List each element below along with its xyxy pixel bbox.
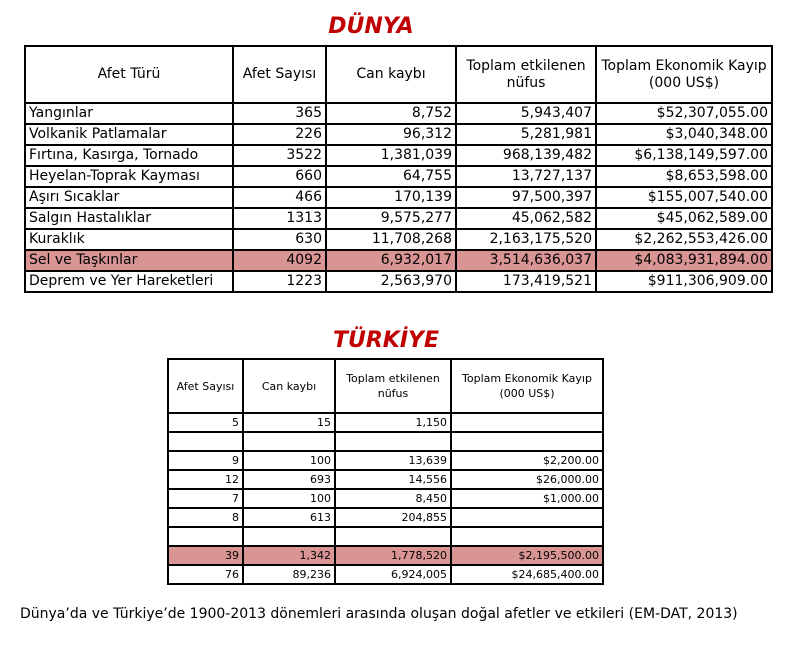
cell-disaster-count — [168, 527, 243, 546]
cell-disaster-count: 5 — [168, 413, 243, 432]
header-deaths: Can kaybı — [243, 359, 335, 413]
cell-deaths: 100 — [243, 451, 335, 470]
cell-economic-loss: $24,685,400.00 — [451, 565, 603, 584]
table-row — [168, 546, 603, 565]
cell-disaster-count: 7 — [168, 489, 243, 508]
cell-disaster-count: 8 — [168, 508, 243, 527]
cell-disaster-count: 630 — [233, 229, 326, 250]
cell-deaths: 613 — [243, 508, 335, 527]
cell-deaths — [243, 432, 335, 451]
cell-economic-loss: $3,040,348.00 — [596, 124, 772, 145]
cell-affected: 968,139,482 — [456, 145, 596, 166]
cell-economic-loss — [451, 413, 603, 432]
cell-disaster-count: 3522 — [233, 145, 326, 166]
cell-deaths: 6,932,017 — [326, 250, 456, 271]
cell-disaster-type: Volkanik Patlamalar — [25, 124, 233, 145]
table-row — [168, 432, 603, 451]
cell-affected: 8,450 — [335, 489, 451, 508]
table-row — [25, 166, 772, 187]
cell-disaster-type: Sel ve Taşkınlar — [25, 250, 233, 271]
table-row — [25, 103, 772, 124]
cell-deaths: 100 — [243, 489, 335, 508]
table-row — [168, 508, 603, 527]
table-row — [25, 208, 772, 229]
cell-affected: 13,639 — [335, 451, 451, 470]
table-row — [168, 489, 603, 508]
cell-economic-loss: $155,007,540.00 — [596, 187, 772, 208]
cell-disaster-count: 365 — [233, 103, 326, 124]
cell-affected: 6,924,005 — [335, 565, 451, 584]
cell-disaster-count: 1313 — [233, 208, 326, 229]
world-header-row — [25, 46, 772, 103]
table-row — [25, 250, 772, 271]
cell-deaths: 1,342 — [243, 546, 335, 565]
header-deaths: Can kaybı — [326, 46, 456, 103]
cell-disaster-count: 226 — [233, 124, 326, 145]
cell-disaster-type: Deprem ve Yer Hareketleri — [25, 271, 233, 292]
figure-caption: Dünya’da ve Türkiye’de 1900-2013 dönemleri arasında oluşan doğal afetler ve etkileri (EM-DAT, 2013) — [20, 606, 738, 622]
cell-disaster-type: Kuraklık — [25, 229, 233, 250]
cell-economic-loss: $4,083,931,894.00 — [596, 250, 772, 271]
table-row — [168, 527, 603, 546]
cell-affected — [335, 527, 451, 546]
cell-affected: 1,778,520 — [335, 546, 451, 565]
cell-economic-loss: $2,200.00 — [451, 451, 603, 470]
cell-economic-loss: $26,000.00 — [451, 470, 603, 489]
table-row — [25, 229, 772, 250]
cell-disaster-count — [168, 432, 243, 451]
table-row — [168, 565, 603, 584]
cell-affected: 5,281,981 — [456, 124, 596, 145]
cell-deaths: 11,708,268 — [326, 229, 456, 250]
header-disaster-count: Afet Sayısı — [233, 46, 326, 103]
header-economic-loss: Toplam Ekonomik Kayıp (000 US$) — [596, 46, 772, 103]
turkey-disaster-table — [167, 358, 604, 585]
cell-economic-loss — [451, 527, 603, 546]
cell-disaster-type: Heyelan-Toprak Kayması — [25, 166, 233, 187]
cell-affected: 3,514,636,037 — [456, 250, 596, 271]
cell-economic-loss: $2,195,500.00 — [451, 546, 603, 565]
header-disaster-type: Afet Türü — [25, 46, 233, 103]
cell-affected: 1,150 — [335, 413, 451, 432]
cell-deaths: 9,575,277 — [326, 208, 456, 229]
cell-disaster-count: 39 — [168, 546, 243, 565]
cell-deaths: 693 — [243, 470, 335, 489]
cell-deaths — [243, 527, 335, 546]
cell-affected: 45,062,582 — [456, 208, 596, 229]
cell-affected: 97,500,397 — [456, 187, 596, 208]
cell-affected: 204,855 — [335, 508, 451, 527]
cell-disaster-count: 12 — [168, 470, 243, 489]
header-affected: Toplam etkilenen nüfus — [456, 46, 596, 103]
table-row — [168, 470, 603, 489]
turkey-header-row — [168, 359, 603, 413]
table-row — [168, 413, 603, 432]
cell-deaths: 96,312 — [326, 124, 456, 145]
cell-affected: 14,556 — [335, 470, 451, 489]
cell-affected: 2,163,175,520 — [456, 229, 596, 250]
cell-affected: 173,419,521 — [456, 271, 596, 292]
cell-deaths: 2,563,970 — [326, 271, 456, 292]
cell-disaster-count: 1223 — [233, 271, 326, 292]
cell-economic-loss — [451, 508, 603, 527]
header-affected: Toplam etkilenen nüfus — [335, 359, 451, 413]
cell-disaster-count: 4092 — [233, 250, 326, 271]
cell-economic-loss: $8,653,598.00 — [596, 166, 772, 187]
cell-disaster-count: 660 — [233, 166, 326, 187]
world-title: DÜNYA — [328, 14, 414, 39]
cell-disaster-type: Salgın Hastalıklar — [25, 208, 233, 229]
cell-disaster-type: Fırtına, Kasırga, Tornado — [25, 145, 233, 166]
cell-deaths: 1,381,039 — [326, 145, 456, 166]
header-disaster-count: Afet Sayısı — [168, 359, 243, 413]
header-economic-loss: Toplam Ekonomik Kayıp (000 US$) — [451, 359, 603, 413]
cell-economic-loss: $911,306,909.00 — [596, 271, 772, 292]
cell-economic-loss: $1,000.00 — [451, 489, 603, 508]
table-row — [25, 145, 772, 166]
table-row — [25, 124, 772, 145]
cell-disaster-type: Aşırı Sıcaklar — [25, 187, 233, 208]
cell-economic-loss — [451, 432, 603, 451]
cell-deaths: 15 — [243, 413, 335, 432]
cell-deaths: 170,139 — [326, 187, 456, 208]
cell-economic-loss: $6,138,149,597.00 — [596, 145, 772, 166]
turkey-title: TÜRKİYE — [332, 328, 439, 353]
table-row — [25, 187, 772, 208]
cell-affected: 5,943,407 — [456, 103, 596, 124]
cell-economic-loss: $52,307,055.00 — [596, 103, 772, 124]
cell-economic-loss: $45,062,589.00 — [596, 208, 772, 229]
cell-deaths: 64,755 — [326, 166, 456, 187]
world-disaster-table — [24, 45, 773, 293]
table-row — [168, 451, 603, 470]
cell-deaths: 8,752 — [326, 103, 456, 124]
cell-affected — [335, 432, 451, 451]
cell-disaster-count: 9 — [168, 451, 243, 470]
cell-economic-loss: $2,262,553,426.00 — [596, 229, 772, 250]
cell-deaths: 89,236 — [243, 565, 335, 584]
cell-disaster-type: Yangınlar — [25, 103, 233, 124]
table-row — [25, 271, 772, 292]
cell-disaster-count: 76 — [168, 565, 243, 584]
cell-disaster-count: 466 — [233, 187, 326, 208]
cell-affected: 13,727,137 — [456, 166, 596, 187]
